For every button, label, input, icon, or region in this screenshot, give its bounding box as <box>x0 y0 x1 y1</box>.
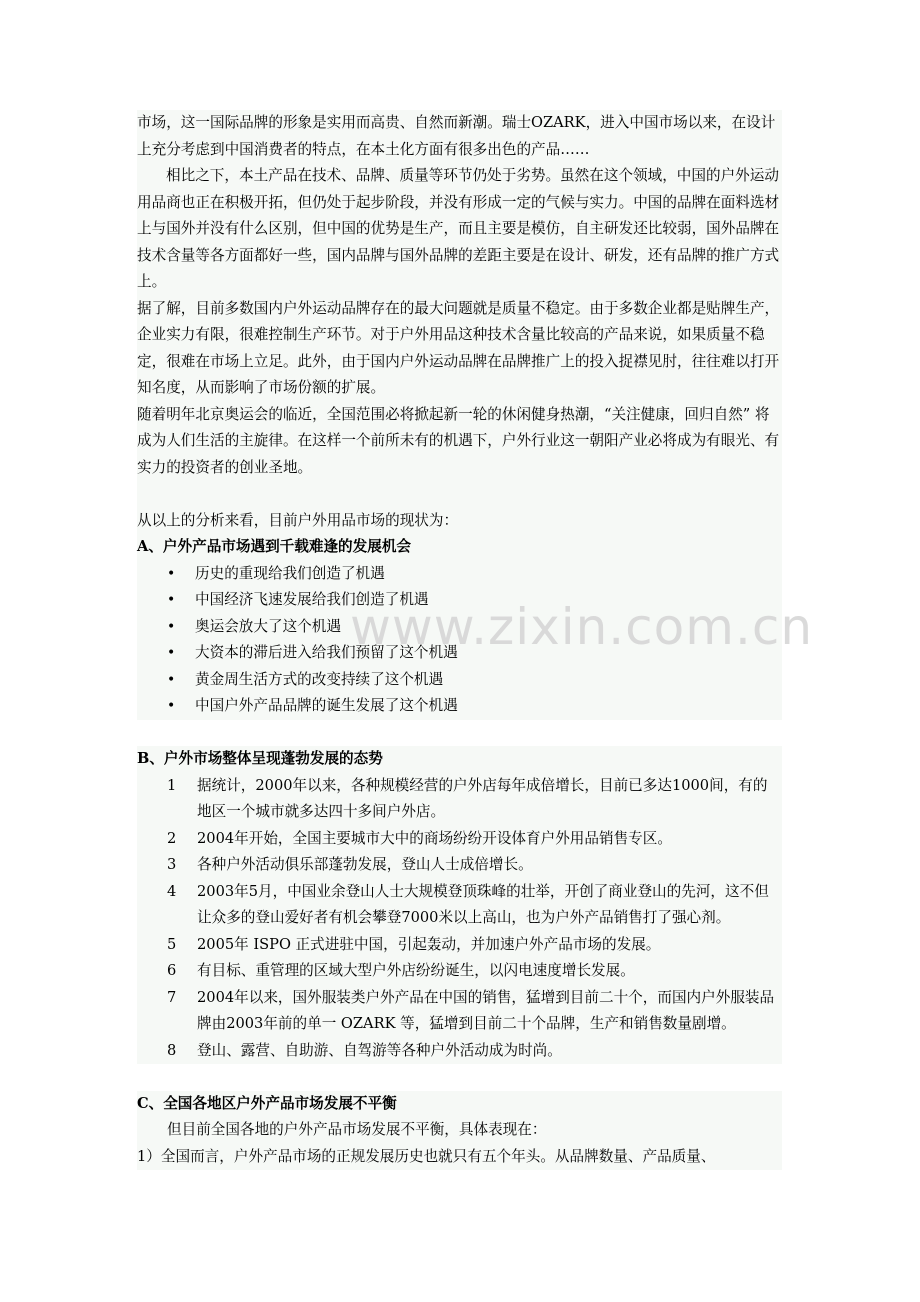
section-c-item-1: 1）全国而言，户外产品市场的正规发展历史也就只有五个年头。从品牌数量、产品质量、 <box>137 1147 716 1165</box>
list-item: 6 有目标、重管理的区域大型户外店纷纷诞生，以闪电速度增长发展。 <box>167 962 635 979</box>
shaded-block-2 <box>137 746 782 1064</box>
document-body <box>137 110 782 1170</box>
list-item: 7 2004年以来，国外服装类户外产品在中国的销售，猛增到目前二十个，而国内户外服装品牌由2003年前的单一 OZARK 等，猛增到目前二十个品牌，生产和销售数量剧增。 <box>167 988 775 1032</box>
list-item: 4 2003年5月，中国业余登山人士大规模登顶珠峰的壮举，开创了商业登山的先河，这不但让众多的登山爱好者有机会攀登7000米以上高山，也为户外产品销售打了强心剂。 <box>167 882 769 926</box>
list-item: • 历史的重现给我们创造了机遇 <box>137 561 782 588</box>
shaded-block-3 <box>137 1091 782 1171</box>
watermark-text: www.zixin.com.cn <box>350 598 814 656</box>
list-item: • 黄金周生活方式的改变持续了这个机遇 <box>137 667 782 694</box>
list-item: 3 各种户外活动俱乐部蓬勃发展，登山人士成倍增长。 <box>167 856 533 873</box>
list-item: 1 据统计，2000年以来，各种规模经营的户外店每年成倍增长，目前已多达1000间，有的地区一个城市就多达四十多间户外店。 <box>167 776 768 820</box>
paragraph-3: 据了解，目前多数国内户外运动品牌存在的最大问题就是质量不稳定。由于多数企业都是贴牌生产，企业实力有限，很难控制生产环节。对于户外用品这种技术含量比较高的产品来说，如果质量不稳定，很难在市场上立足。此外，由于国内户外运动品牌在品牌推广上的投入捉襟见肘，往往难以打开知名度，从而影响了市场份额的扩展。 <box>137 299 780 396</box>
section-b-list <box>137 773 782 1065</box>
list-item: 5 2005年 ISPO 正式进驻中国，引起轰动，并加速户外产品市场的发展。 <box>167 935 661 953</box>
paragraph-2: 相比之下，本土产品在技术、品牌、质量等环节仍处于劣势。虽然在这个领域，中国的户外运动用品商也正在积极开拓，但仍处于起步阶段，并没有形成一定的气候与实力。中国的品牌在面料选材上与国外并没有什么区别，但中国的优势是生产，而且主要是模仿，自主研发还比较弱，国外品牌在技术含量等各方面都好一些，国内品牌与国外品牌的差距主要是在设计、研发，还有品牌的推广方式上。 <box>137 167 780 290</box>
list-item: • 中国经济飞速发展给我们创造了机遇 <box>137 587 782 614</box>
blank-line <box>137 481 782 508</box>
paragraph-1: 市场，这一国际品牌的形象是实用而高贵、自然而新潮。瑞士OZARK，进入中国市场以来，在设计上充分考虑到中国消费者的特点，在本土化方面有很多出色的产品…… <box>137 114 776 158</box>
section-c-heading: C、全国各地区户外产品市场发展不平衡 <box>137 1094 397 1112</box>
list-item: • 奥运会放大了这个机遇 <box>137 614 782 641</box>
section-a-list <box>137 561 782 720</box>
section-b-heading: B、户外市场整体呈现蓬勃发展的态势 <box>137 750 383 767</box>
list-item: • 中国户外产品品牌的诞生发展了这个机遇 <box>137 693 782 720</box>
list-item: 2 2004年开始，全国主要城市大中的商场纷纷开设体育户外用品销售专区。 <box>167 829 672 847</box>
section-a-heading: A、户外产品市场遇到千载难逢的发展机会 <box>137 538 412 555</box>
blank-line <box>137 1064 782 1091</box>
list-item: 8 登山、露营、自助游、自驾游等各种户外活动成为时尚。 <box>167 1041 562 1059</box>
paragraph-4: 随着明年北京奥运会的临近，全国范围必将掀起新一轮的休闲健身热潮，“关注健康，回归自然” 将成为人们生活的主旋律。在这样一个前所未有的机遇下，户外行业这一朝阳产业必将成为有眼光、有实力的投资者的创业圣地。 <box>137 405 780 476</box>
shaded-block-1 <box>137 110 782 720</box>
paragraph-5: 从以上的分析来看，目前户外用品市场的现状为： <box>137 511 459 529</box>
section-c-intro: 但目前全国各地的户外产品市场发展不平衡，具体表现在： <box>167 1121 547 1138</box>
list-item: • 大资本的滞后进入给我们预留了这个机遇 <box>137 640 782 667</box>
blank-line <box>137 720 782 747</box>
